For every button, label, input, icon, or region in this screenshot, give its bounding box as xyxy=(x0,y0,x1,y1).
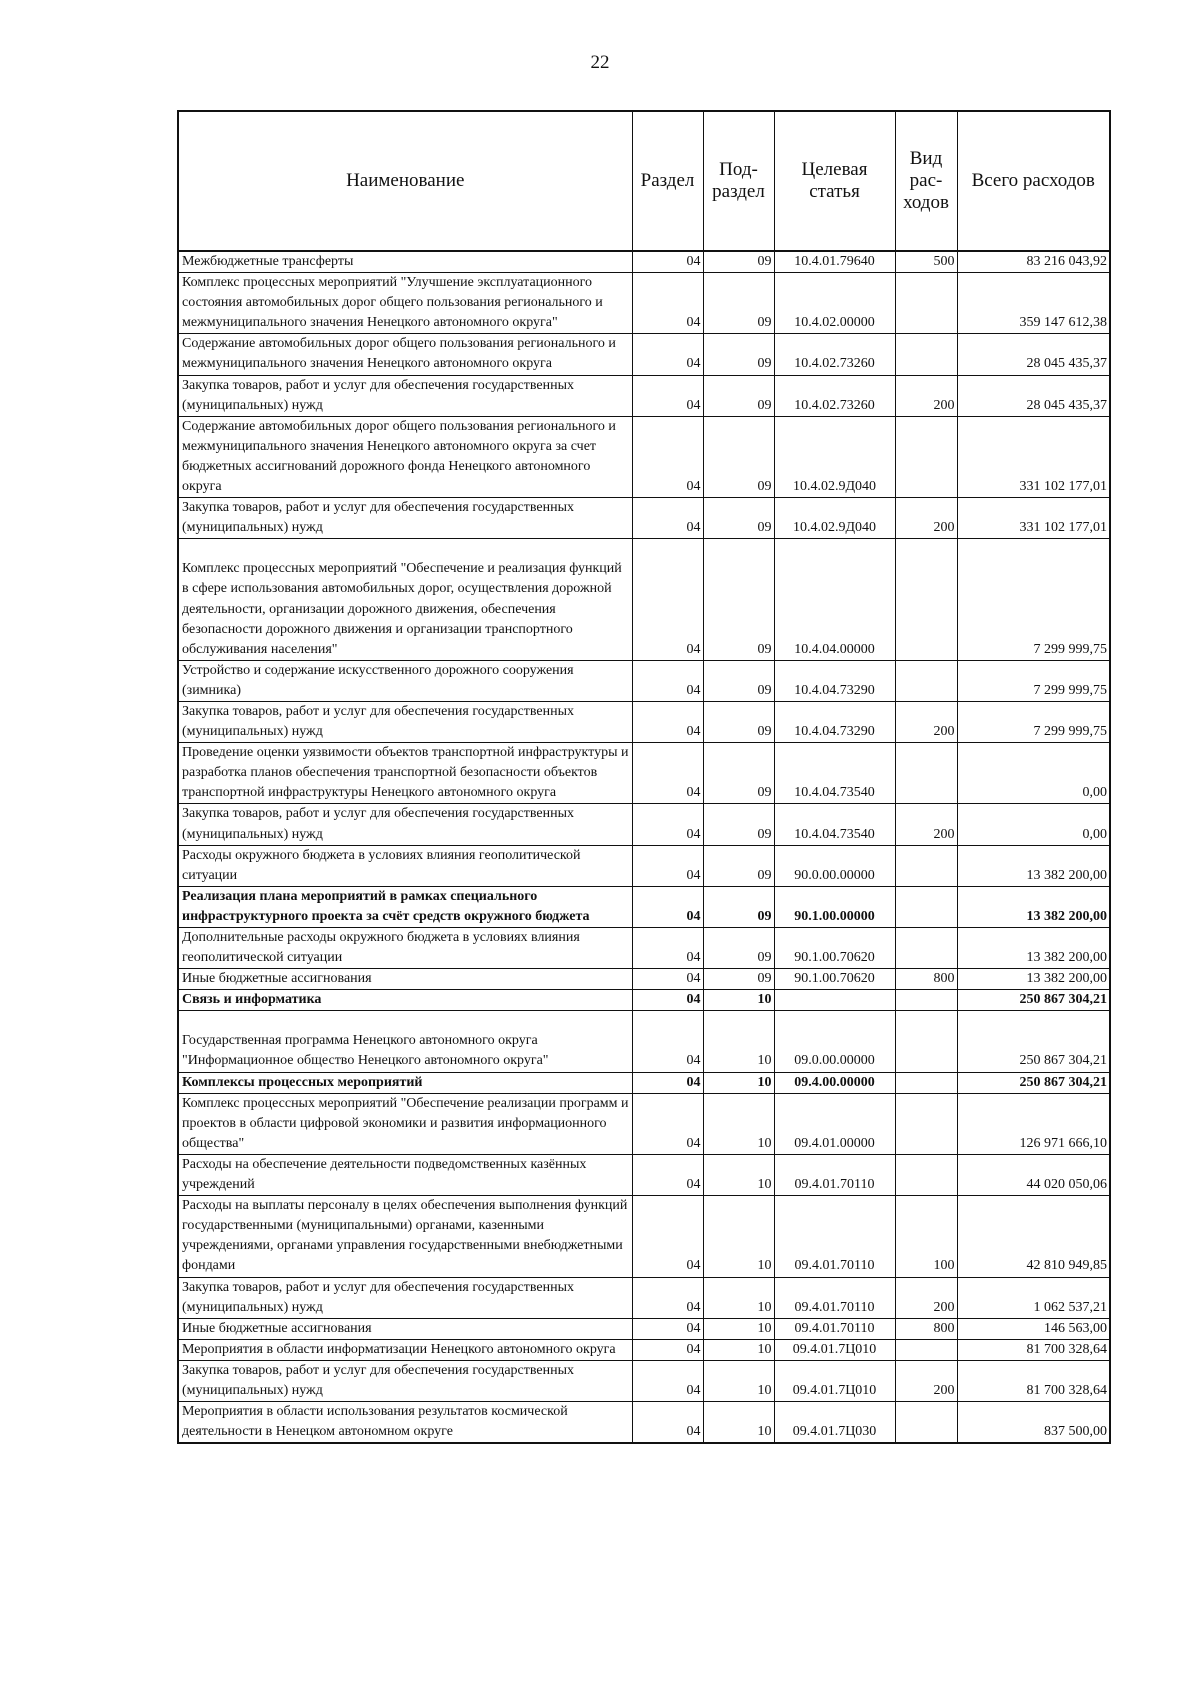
row-article-cell: 09.4.01.70110 xyxy=(774,1277,895,1318)
row-article-cell: 09.4.01.7Ц030 xyxy=(774,1402,895,1444)
page-number: 22 xyxy=(590,52,610,73)
row-name-cell: Содержание автомобильных дорог общего пользования регионального и межмуниципального значения Ненецкого автономного округа xyxy=(178,334,632,375)
table-row xyxy=(178,660,1110,701)
row-amount-cell: 28 045 435,37 xyxy=(957,375,1110,416)
row-section-cell: 04 xyxy=(632,334,703,375)
row-section-cell: 04 xyxy=(632,886,703,927)
row-subsection-cell: 10 xyxy=(703,1072,774,1093)
row-article-cell: 10.4.04.73290 xyxy=(774,660,895,701)
header-subsection xyxy=(703,111,774,251)
row-name-cell: Закупка товаров, работ и услуг для обеспечения государственных (муниципальных) нужд xyxy=(178,498,632,539)
table-row xyxy=(178,539,1110,660)
row-amount-cell: 1 062 537,21 xyxy=(957,1277,1110,1318)
row-article-cell: 09.4.01.00000 xyxy=(774,1093,895,1154)
row-section-cell: 04 xyxy=(632,701,703,742)
row-amount-cell: 13 382 200,00 xyxy=(957,969,1110,990)
row-section-cell: 04 xyxy=(632,375,703,416)
row-subsection-cell: 09 xyxy=(703,886,774,927)
row-subsection-cell: 10 xyxy=(703,1318,774,1339)
row-subsection-cell: 09 xyxy=(703,660,774,701)
row-section-cell: 04 xyxy=(632,845,703,886)
row-amount-cell: 13 382 200,00 xyxy=(957,845,1110,886)
table-row xyxy=(178,334,1110,375)
row-subsection-cell: 09 xyxy=(703,416,774,497)
table-row xyxy=(178,804,1110,845)
header-expense-kind xyxy=(895,111,957,251)
row-amount-cell: 331 102 177,01 xyxy=(957,498,1110,539)
header-subsection-line1: Под- xyxy=(719,159,758,180)
header-kind-line2: рас- xyxy=(909,170,943,191)
row-kind-cell xyxy=(895,845,957,886)
table-row xyxy=(178,1277,1110,1318)
row-amount-cell: 13 382 200,00 xyxy=(957,886,1110,927)
row-kind-cell xyxy=(895,990,957,1011)
header-article-line1: Целевая xyxy=(801,159,868,180)
row-article-cell: 10.4.02.73260 xyxy=(774,375,895,416)
row-name-cell: Межбюджетные трансферты xyxy=(178,251,632,273)
table-row xyxy=(178,1011,1110,1072)
row-kind-cell: 800 xyxy=(895,969,957,990)
row-section-cell: 04 xyxy=(632,1072,703,1093)
header-kind-line3: ходов xyxy=(903,192,949,213)
row-section-cell: 04 xyxy=(632,416,703,497)
row-article-cell: 09.4.01.70110 xyxy=(774,1154,895,1195)
row-subsection-cell: 10 xyxy=(703,1402,774,1444)
row-article-cell: 10.4.01.79640 xyxy=(774,251,895,273)
row-article-cell: 90.0.00.00000 xyxy=(774,845,895,886)
row-amount-cell: 126 971 666,10 xyxy=(957,1093,1110,1154)
row-name-cell: Реализация плана мероприятий в рамках специального инфраструктурного проекта за счёт средств окружного бюджета xyxy=(178,886,632,927)
row-subsection-cell: 10 xyxy=(703,1339,774,1360)
row-subsection-cell: 09 xyxy=(703,375,774,416)
row-name-cell: Закупка товаров, работ и услуг для обеспечения государственных (муниципальных) нужд xyxy=(178,701,632,742)
row-name-cell: Мероприятия в области использования результатов космической деятельности в Ненецком автономном округе xyxy=(178,1402,632,1444)
row-kind-cell xyxy=(895,1011,957,1072)
table-row xyxy=(178,375,1110,416)
header-article-line2: статья xyxy=(809,181,860,202)
row-article-cell: 09.4.00.00000 xyxy=(774,1072,895,1093)
row-name-cell: Расходы окружного бюджета в условиях влияния геополитической ситуации xyxy=(178,845,632,886)
row-subsection-cell: 09 xyxy=(703,928,774,969)
row-section-cell: 04 xyxy=(632,928,703,969)
table-row xyxy=(178,1154,1110,1195)
row-section-cell: 04 xyxy=(632,498,703,539)
row-amount-cell: 81 700 328,64 xyxy=(957,1339,1110,1360)
row-kind-cell: 800 xyxy=(895,1318,957,1339)
row-name-cell: Комплекс процессных мероприятий "Обеспечение и реализация функций в сфере использования автомобильных дорог, осуществления дорожной деятельности, организации дорожного движения, обеспечения безопасности дорожного движения и организации транспортного обслуживания населения" xyxy=(178,539,632,660)
row-article-cell: 09.4.01.7Ц010 xyxy=(774,1360,895,1401)
row-subsection-cell: 09 xyxy=(703,273,774,334)
row-section-cell: 04 xyxy=(632,660,703,701)
row-name-cell: Закупка товаров, работ и услуг для обеспечения государственных (муниципальных) нужд xyxy=(178,1360,632,1401)
row-article-cell: 90.1.00.70620 xyxy=(774,969,895,990)
row-name-cell: Содержание автомобильных дорог общего пользования регионального и межмуниципального значения Ненецкого автономного округа за счет бюджетных ассигнований дорожного фонда Ненецкого автономного округа xyxy=(178,416,632,497)
row-name-cell: Иные бюджетные ассигнования xyxy=(178,1318,632,1339)
row-kind-cell xyxy=(895,660,957,701)
row-name-cell: Закупка товаров, работ и услуг для обеспечения государственных (муниципальных) нужд xyxy=(178,804,632,845)
row-article-cell: 09.4.01.7Ц010 xyxy=(774,1339,895,1360)
row-kind-cell xyxy=(895,1339,957,1360)
header-target-article xyxy=(774,111,895,251)
row-name-cell: Проведение оценки уязвимости объектов транспортной инфраструктуры и разработка планов обеспечения транспортной безопасности объектов транспортной инфраструктуры Ненецкого автономного округа xyxy=(178,743,632,804)
row-name-cell: Расходы на обеспечение деятельности подведомственных казённых учреждений xyxy=(178,1154,632,1195)
row-section-cell: 04 xyxy=(632,990,703,1011)
row-kind-cell xyxy=(895,1154,957,1195)
table-row xyxy=(178,990,1110,1011)
row-subsection-cell: 09 xyxy=(703,701,774,742)
row-kind-cell: 200 xyxy=(895,1360,957,1401)
row-name-cell: Мероприятия в области информатизации Ненецкого автономного округа xyxy=(178,1339,632,1360)
header-section: Раздел xyxy=(632,111,703,251)
row-amount-cell: 13 382 200,00 xyxy=(957,928,1110,969)
row-article-cell: 90.1.00.00000 xyxy=(774,886,895,927)
table-row xyxy=(178,1318,1110,1339)
row-section-cell: 04 xyxy=(632,804,703,845)
row-section-cell: 04 xyxy=(632,1154,703,1195)
table-body xyxy=(178,251,1110,1443)
row-subsection-cell: 10 xyxy=(703,1011,774,1072)
row-kind-cell: 200 xyxy=(895,1277,957,1318)
row-section-cell: 04 xyxy=(632,1277,703,1318)
row-section-cell: 04 xyxy=(632,1360,703,1401)
row-amount-cell: 0,00 xyxy=(957,743,1110,804)
row-subsection-cell: 10 xyxy=(703,1277,774,1318)
row-name-cell: Дополнительные расходы окружного бюджета в условиях влияния геополитической ситуации xyxy=(178,928,632,969)
row-name-cell: Закупка товаров, работ и услуг для обеспечения государственных (муниципальных) нужд xyxy=(178,1277,632,1318)
row-subsection-cell: 09 xyxy=(703,969,774,990)
row-kind-cell: 200 xyxy=(895,375,957,416)
table-row xyxy=(178,498,1110,539)
row-kind-cell: 100 xyxy=(895,1196,957,1277)
row-amount-cell: 81 700 328,64 xyxy=(957,1360,1110,1401)
row-kind-cell: 200 xyxy=(895,701,957,742)
row-amount-cell: 28 045 435,37 xyxy=(957,334,1110,375)
row-amount-cell: 250 867 304,21 xyxy=(957,990,1110,1011)
table-row xyxy=(178,701,1110,742)
row-subsection-cell: 09 xyxy=(703,498,774,539)
header-name: Наименование xyxy=(178,111,632,251)
row-kind-cell xyxy=(895,273,957,334)
row-kind-cell: 500 xyxy=(895,251,957,273)
table-row xyxy=(178,845,1110,886)
row-section-cell: 04 xyxy=(632,273,703,334)
header-total: Всего расходов xyxy=(957,111,1110,251)
row-section-cell: 04 xyxy=(632,969,703,990)
row-kind-cell xyxy=(895,1072,957,1093)
table-row xyxy=(178,928,1110,969)
row-name-cell: Закупка товаров, работ и услуг для обеспечения государственных (муниципальных) нужд xyxy=(178,375,632,416)
row-kind-cell: 200 xyxy=(895,498,957,539)
header-subsection-line2: раздел xyxy=(712,181,765,202)
row-section-cell: 04 xyxy=(632,539,703,660)
row-subsection-cell: 09 xyxy=(703,334,774,375)
table-row xyxy=(178,1402,1110,1444)
row-article-cell: 10.4.04.00000 xyxy=(774,539,895,660)
table-row xyxy=(178,1196,1110,1277)
row-kind-cell xyxy=(895,928,957,969)
row-section-cell: 04 xyxy=(632,1318,703,1339)
row-section-cell: 04 xyxy=(632,743,703,804)
row-name-cell: Комплекс процессных мероприятий "Улучшение эксплуатационного состояния автомобильных дорог общего пользования регионального и межмуниципального значения Ненецкого автономного округа" xyxy=(178,273,632,334)
table-row xyxy=(178,1360,1110,1401)
row-kind-cell xyxy=(895,1093,957,1154)
row-section-cell: 04 xyxy=(632,251,703,273)
row-section-cell: 04 xyxy=(632,1093,703,1154)
row-amount-cell: 837 500,00 xyxy=(957,1402,1110,1444)
row-kind-cell xyxy=(895,539,957,660)
row-article-cell: 10.4.02.9Д040 xyxy=(774,498,895,539)
row-name-cell: Комплекс процессных мероприятий "Обеспечение реализации программ и проектов в области цифровой экономики и развития информационного общества" xyxy=(178,1093,632,1154)
row-amount-cell: 331 102 177,01 xyxy=(957,416,1110,497)
row-subsection-cell: 10 xyxy=(703,990,774,1011)
row-kind-cell xyxy=(895,886,957,927)
row-amount-cell: 0,00 xyxy=(957,804,1110,845)
row-section-cell: 04 xyxy=(632,1011,703,1072)
row-name-cell: Расходы на выплаты персоналу в целях обеспечения выполнения функций государственными (муниципальными) органами, казенными учреждениями, органами управления государственными внебюджетными фондами xyxy=(178,1196,632,1277)
header-kind-line1: Вид xyxy=(909,148,943,169)
row-subsection-cell: 09 xyxy=(703,251,774,273)
row-name-cell: Иные бюджетные ассигнования xyxy=(178,969,632,990)
row-name-cell: Устройство и содержание искусственного дорожного сооружения (зимника) xyxy=(178,660,632,701)
row-name-cell: Связь и информатика xyxy=(178,990,632,1011)
row-amount-cell: 83 216 043,92 xyxy=(957,251,1110,273)
table-row xyxy=(178,1339,1110,1360)
row-article-cell: 10.4.04.73540 xyxy=(774,743,895,804)
row-amount-cell: 359 147 612,38 xyxy=(957,273,1110,334)
row-subsection-cell: 09 xyxy=(703,804,774,845)
budget-table xyxy=(177,110,1111,1444)
row-subsection-cell: 09 xyxy=(703,539,774,660)
row-subsection-cell: 09 xyxy=(703,845,774,886)
row-article-cell: 90.1.00.70620 xyxy=(774,928,895,969)
row-subsection-cell: 10 xyxy=(703,1360,774,1401)
row-amount-cell: 7 299 999,75 xyxy=(957,701,1110,742)
table-row xyxy=(178,969,1110,990)
row-section-cell: 04 xyxy=(632,1339,703,1360)
table-header-row xyxy=(178,111,1110,251)
row-kind-cell xyxy=(895,743,957,804)
row-subsection-cell: 09 xyxy=(703,743,774,804)
row-amount-cell: 250 867 304,21 xyxy=(957,1011,1110,1072)
row-amount-cell: 7 299 999,75 xyxy=(957,539,1110,660)
table-row xyxy=(178,1072,1110,1093)
row-article-cell: 10.4.02.73260 xyxy=(774,334,895,375)
table-row xyxy=(178,416,1110,497)
table-row xyxy=(178,1093,1110,1154)
row-article-cell: 10.4.04.73290 xyxy=(774,701,895,742)
row-article-cell: 10.4.04.73540 xyxy=(774,804,895,845)
row-amount-cell: 146 563,00 xyxy=(957,1318,1110,1339)
row-article-cell: 09.0.00.00000 xyxy=(774,1011,895,1072)
table-row xyxy=(178,743,1110,804)
row-section-cell: 04 xyxy=(632,1402,703,1444)
row-subsection-cell: 10 xyxy=(703,1093,774,1154)
row-article-cell: 10.4.02.9Д040 xyxy=(774,416,895,497)
table-row xyxy=(178,273,1110,334)
row-subsection-cell: 10 xyxy=(703,1154,774,1195)
row-article-cell: 09.4.01.70110 xyxy=(774,1318,895,1339)
row-article-cell: 09.4.01.70110 xyxy=(774,1196,895,1277)
row-kind-cell xyxy=(895,416,957,497)
row-section-cell: 04 xyxy=(632,1196,703,1277)
row-amount-cell: 42 810 949,85 xyxy=(957,1196,1110,1277)
row-amount-cell: 44 020 050,06 xyxy=(957,1154,1110,1195)
row-article-cell xyxy=(774,990,895,1011)
row-kind-cell xyxy=(895,1402,957,1444)
row-kind-cell: 200 xyxy=(895,804,957,845)
row-kind-cell xyxy=(895,334,957,375)
row-amount-cell: 250 867 304,21 xyxy=(957,1072,1110,1093)
row-subsection-cell: 10 xyxy=(703,1196,774,1277)
row-name-cell: Комплексы процессных мероприятий xyxy=(178,1072,632,1093)
table-row xyxy=(178,886,1110,927)
row-article-cell: 10.4.02.00000 xyxy=(774,273,895,334)
row-name-cell: Государственная программа Ненецкого автономного округа "Информационное общество Ненецкого автономного округа" xyxy=(178,1011,632,1072)
row-amount-cell: 7 299 999,75 xyxy=(957,660,1110,701)
table-row xyxy=(178,251,1110,273)
